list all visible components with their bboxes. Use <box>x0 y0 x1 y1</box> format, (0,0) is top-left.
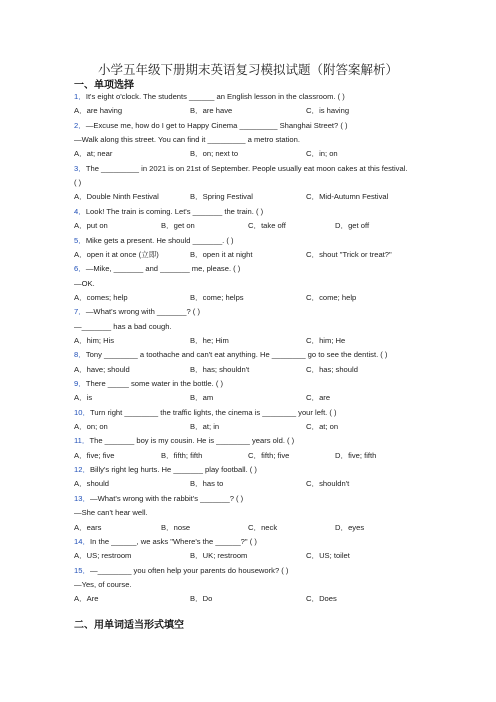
question-number: 4． <box>74 206 86 216</box>
answer-option: C．fifth; five <box>248 450 290 460</box>
question-text: The _________ in 2021 is on 21st of September. People usually eat moon cakes at this festival. <box>85 163 408 173</box>
question-text: Tony ________ a toothache and can't eat anything. He ________ go to see the dentist. ( ) <box>85 350 388 360</box>
answer-option: A．open it at once (立即) <box>74 249 159 259</box>
question-text: Mike gets a present. He should _______. ( ) <box>85 235 234 245</box>
question-stem <box>74 164 408 174</box>
question-number: 1． <box>74 92 86 101</box>
question-line <box>74 135 300 145</box>
answer-option: B．he; Him <box>190 335 229 345</box>
question-number: 15． <box>74 565 91 575</box>
answer-option: C．come; help <box>306 292 357 302</box>
answer-option: B．Spring Festival <box>190 192 253 202</box>
question-line <box>74 178 81 188</box>
answer-option: C．Mid-Autumn Festival <box>306 192 389 202</box>
answer-option: B．get on <box>161 221 195 231</box>
question-line <box>74 508 148 518</box>
question-number: 14． <box>74 536 91 546</box>
question-text: —What's wrong with the rabbit's _______? ( ) <box>90 493 244 503</box>
answer-option: C．Does <box>306 594 337 604</box>
answer-option: B．are have <box>190 106 233 116</box>
question-stem <box>74 307 200 317</box>
answer-option: A．ears <box>74 522 102 532</box>
question-stem <box>74 264 240 274</box>
answer-option: B．open it at night <box>190 249 253 259</box>
question-stem <box>74 236 234 246</box>
question-number: 9． <box>74 379 86 388</box>
question-number: 13． <box>74 493 91 503</box>
question-text: —Yes, of course. <box>74 579 132 589</box>
section-heading-2: 二、用单词适当形式填空 <box>74 620 184 631</box>
answer-option: D．eyes <box>335 522 365 532</box>
answer-option: C．shouldn't <box>306 479 350 489</box>
answer-option: C．shout "Trick or treat?" <box>306 249 392 259</box>
answer-option: A．him; His <box>74 335 115 345</box>
answer-option: A．is <box>74 393 93 403</box>
question-number: 3． <box>74 163 86 173</box>
question-stem <box>74 436 294 446</box>
answer-option: C．has; should <box>306 364 358 374</box>
answer-option: C．at; on <box>306 422 339 432</box>
question-text: —Mike, _______ and _______ me, please. ( ) <box>85 264 241 274</box>
question-number: 2． <box>74 120 86 130</box>
question-stem <box>74 465 257 475</box>
answer-option: A．Are <box>74 594 99 604</box>
question-stem <box>74 537 257 547</box>
question-line <box>74 279 95 289</box>
question-stem <box>74 379 223 389</box>
answer-option: C．are <box>306 393 331 403</box>
answer-option: B．has to <box>190 479 224 489</box>
answer-option: C．in; on <box>306 149 338 159</box>
answer-option: D．get off <box>335 221 370 231</box>
question-text: It's eight o'clock. The students ______ an English lesson in the classroom. ( ) <box>85 92 345 101</box>
question-stem <box>74 566 288 576</box>
section-heading-1: 一、单项选择 <box>74 80 134 91</box>
question-text: —________ you often help your parents do housework? ( ) <box>90 565 289 575</box>
question-line <box>74 580 132 590</box>
question-number: 6． <box>74 264 86 274</box>
question-stem <box>74 408 337 418</box>
answer-option: A．Double Ninth Festival <box>74 192 159 202</box>
answer-option: C．US; toilet <box>306 551 350 561</box>
question-number: 8． <box>74 350 86 360</box>
question-text: ( ) <box>74 178 82 188</box>
answer-option: B．UK; restroom <box>190 551 248 561</box>
question-text: —What's wrong with _______? ( ) <box>85 307 200 317</box>
answer-option: C．is having <box>306 106 350 116</box>
answer-option: B．on; next to <box>190 149 239 159</box>
answer-option: A．on; on <box>74 422 108 432</box>
question-text: —OK. <box>74 278 95 288</box>
answer-option: D．five; fifth <box>335 450 377 460</box>
question-text: The _______ boy is my cousin. He is ________ years old. ( ) <box>89 436 295 446</box>
answer-option: A．should <box>74 479 110 489</box>
answer-option: B．am <box>190 393 214 403</box>
answer-option: A．put on <box>74 221 108 231</box>
answer-option: B．Do <box>190 594 213 604</box>
question-text: —_______ has a bad cough. <box>74 321 172 331</box>
question-stem <box>74 350 387 360</box>
question-text: Billy's right leg hurts. He _______ play football. ( ) <box>90 465 257 475</box>
answer-option: B．come; helps <box>190 292 244 302</box>
answer-option: B．nose <box>161 522 191 532</box>
answer-option: C．take off <box>248 221 286 231</box>
question-number: 7． <box>74 307 86 317</box>
question-text: —She can't hear well. <box>74 508 148 518</box>
question-number: 5． <box>74 235 86 245</box>
question-stem <box>74 121 348 131</box>
answer-option: A．US; restroom <box>74 551 132 561</box>
question-stem <box>74 207 263 217</box>
answer-option: B．has; shouldn't <box>190 364 250 374</box>
answer-option: A．at; near <box>74 149 113 159</box>
answer-option: C．him; He <box>306 335 346 345</box>
answer-option: A．are having <box>74 106 123 116</box>
answer-option: A．five; five <box>74 450 115 460</box>
question-text: Look! The train is coming. Let's _______ the train. ( ) <box>85 206 264 216</box>
answer-option: A．comes; help <box>74 292 128 302</box>
question-text: —Excuse me, how do I get to Happy Cinema _________ Shanghai Street? ( ) <box>85 120 348 130</box>
answer-option: A．have; should <box>74 364 130 374</box>
document-title: 小学五年级下册期末英语复习模拟试题（附答案解析） <box>97 62 398 77</box>
answer-option: B．fifth; fifth <box>161 450 203 460</box>
question-text: In the ______, we asks "Where's the ______?" ( ) <box>90 536 257 546</box>
question-text: —Walk along this street. You can find it _________ a metro station. <box>74 135 300 145</box>
question-number: 11． <box>74 436 90 446</box>
answer-option: C．neck <box>248 522 278 532</box>
question-text: There _____ some water in the bottle. ( ) <box>85 379 224 388</box>
answer-option: B．at; in <box>190 422 220 432</box>
question-text: Turn right ________ the traffic lights, the cinema is ________ your left. ( ) <box>90 407 337 417</box>
question-line <box>74 322 172 332</box>
question-stem <box>74 494 243 504</box>
question-stem <box>74 92 345 102</box>
question-number: 12． <box>74 465 91 475</box>
question-number: 10． <box>74 407 91 417</box>
